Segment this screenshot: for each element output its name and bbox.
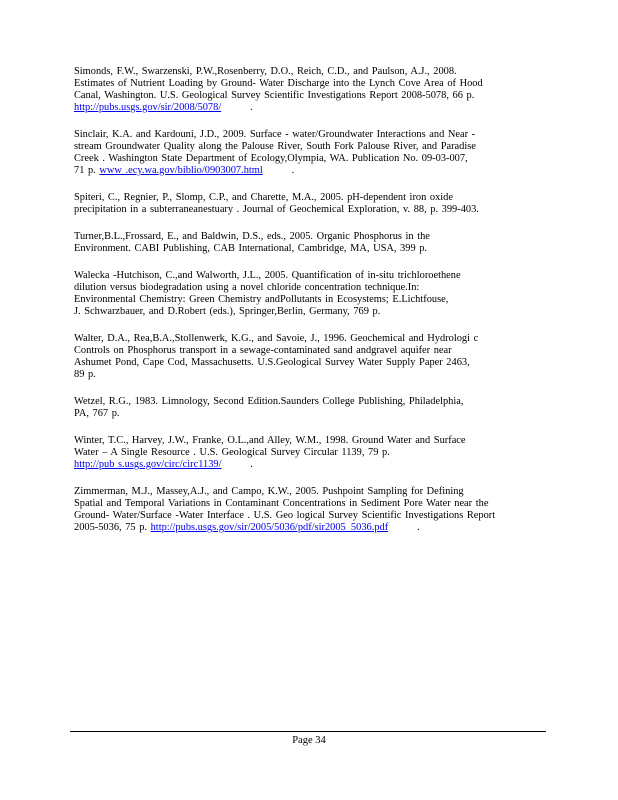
reference-link-suffix: . — [250, 102, 253, 113]
reference-line: Creek . Washington State Department of Ecology,Olympia, WA. Publication No. 09-03-007, — [74, 153, 468, 164]
reference-entry — [74, 333, 544, 381]
reference-line: Winter, T.C., Harvey, J.W., Franke, O.L.,and Alley, W.M., 1998. Ground Water and Surface — [74, 435, 466, 446]
reference-line: Water – A Single Resource . U.S. Geological Survey Circular 1139, 79 p. — [74, 447, 390, 458]
reference-url-link[interactable]: www .ecy.wa.gov/biblio/0903007.html — [99, 165, 263, 176]
reference-entry — [74, 270, 544, 318]
reference-entry — [74, 486, 544, 534]
reference-line: stream Groundwater Quality along the Palouse River, South Fork Palouse River, and Paradise — [74, 141, 476, 152]
link-gap — [263, 165, 292, 176]
reference-line: Walecka -Hutchison, C.,and Walworth, J.L., 2005. Quantification of in-situ trichloroethene — [74, 270, 461, 281]
reference-line: Environment. CABI Publishing, CAB International, Cambridge, MA, USA, 399 p. — [74, 243, 428, 254]
reference-line: Wetzel, R.G., 1983. Limnology, Second Edition.Saunders College Publishing, Philadelphia, — [74, 396, 464, 407]
reference-line: Controls on Phosphorus transport in a sewage-contaminated sand andgravel aquifer near — [74, 345, 452, 356]
reference-line: J. Schwarzbauer, and D.Robert (eds.), Springer,Berlin, Germany, 769 p. — [74, 306, 381, 317]
reference-entry — [74, 231, 544, 255]
reference-link-line — [74, 165, 544, 177]
reference-line: Zimmerman, M.J., Massey,A.J., and Campo, K.W., 2005. Pushpoint Sampling for Defining — [74, 486, 464, 497]
reference-entry — [74, 66, 544, 114]
reference-url-link[interactable]: http://pub s.usgs.gov/circ/circ1139/ — [74, 459, 222, 470]
reference-link-prefix: 71 p. — [74, 165, 96, 176]
reference-entry — [74, 192, 544, 216]
footer-divider — [70, 731, 546, 732]
reference-list — [74, 66, 544, 549]
reference-link-suffix: . — [416, 522, 420, 533]
reference-entry — [74, 435, 544, 471]
reference-line: Ground- Water/Surface -Water Interface . U.S. Geo logical Survey Scientific Investigations Report — [74, 510, 496, 521]
reference-url-link[interactable]: http://pubs.usgs.gov/sir/2008/5078/ — [74, 102, 222, 113]
reference-entry — [74, 396, 544, 420]
reference-line: Environmental Chemistry: Green Chemistry andPollutants in Ecosystems; E.Lichtfouse, — [74, 294, 449, 305]
reference-line: Canal, Washington. U.S. Geological Survey Scientific Investigations Report 2008-5078, 66 p. — [74, 90, 475, 101]
reference-entry — [74, 129, 544, 177]
reference-line: PA, 767 p. — [74, 408, 120, 419]
reference-link-line — [74, 522, 544, 534]
link-gap — [388, 522, 417, 533]
reference-line: Simonds, F.W., Swarzenski, P.W.,Rosenberry, D.O., Reich, C.D., and Paulson, A.J., 2008. — [74, 66, 457, 77]
link-gap — [222, 459, 251, 470]
page-number: Page 34 — [292, 735, 326, 746]
reference-line: Sinclair, K.A. and Kardouni, J.D., 2009. Surface - water/Groundwater Interactions and Near - — [74, 129, 476, 140]
reference-line: dilution versus biodegradation using a novel chloride concentration technique.In: — [74, 282, 420, 293]
reference-link-line — [74, 102, 544, 114]
reference-line: Ashumet Pond, Cape Cod, Massachusetts. U.S.Geological Survey Water Supply Paper 2463, — [74, 357, 470, 368]
reference-line: 89 p. — [74, 369, 96, 380]
reference-line: Spatial and Temporal Variations in Contaminant Concentrations in Sediment Pore Water near the — [74, 498, 489, 509]
link-gap — [221, 102, 250, 113]
reference-link-prefix: 2005-5036, 75 p. — [74, 522, 147, 533]
reference-url-link[interactable]: http://pubs.usgs.gov/sir/2005/5036/pdf/sir2005_5036.pdf — [150, 522, 389, 533]
reference-link-suffix: . — [291, 165, 295, 176]
reference-line: Spiteri, C., Regnier, P., Slomp, C.P., and Charette, M.A., 2005. pH-dependent iron oxide — [74, 192, 453, 203]
reference-line: Walter, D.A., Rea,B.A.,Stollenwerk, K.G., and Savoie, J., 1996. Geochemical and Hydrologi c — [74, 333, 479, 344]
reference-line: Estimates of Nutrient Loading by Ground- Water Discharge into the Lynch Cove Area of Hood — [74, 78, 483, 89]
reference-link-line — [74, 459, 544, 471]
reference-line: Turner,B.L.,Frossard, E., and Baldwin, D.S., eds., 2005. Organic Phosphorus in the — [74, 231, 430, 242]
reference-link-suffix: . — [250, 459, 253, 470]
reference-line: precipitation in a subterraneanestuary . Journal of Geochemical Exploration, v. 88, p. 399-403. — [74, 204, 479, 215]
